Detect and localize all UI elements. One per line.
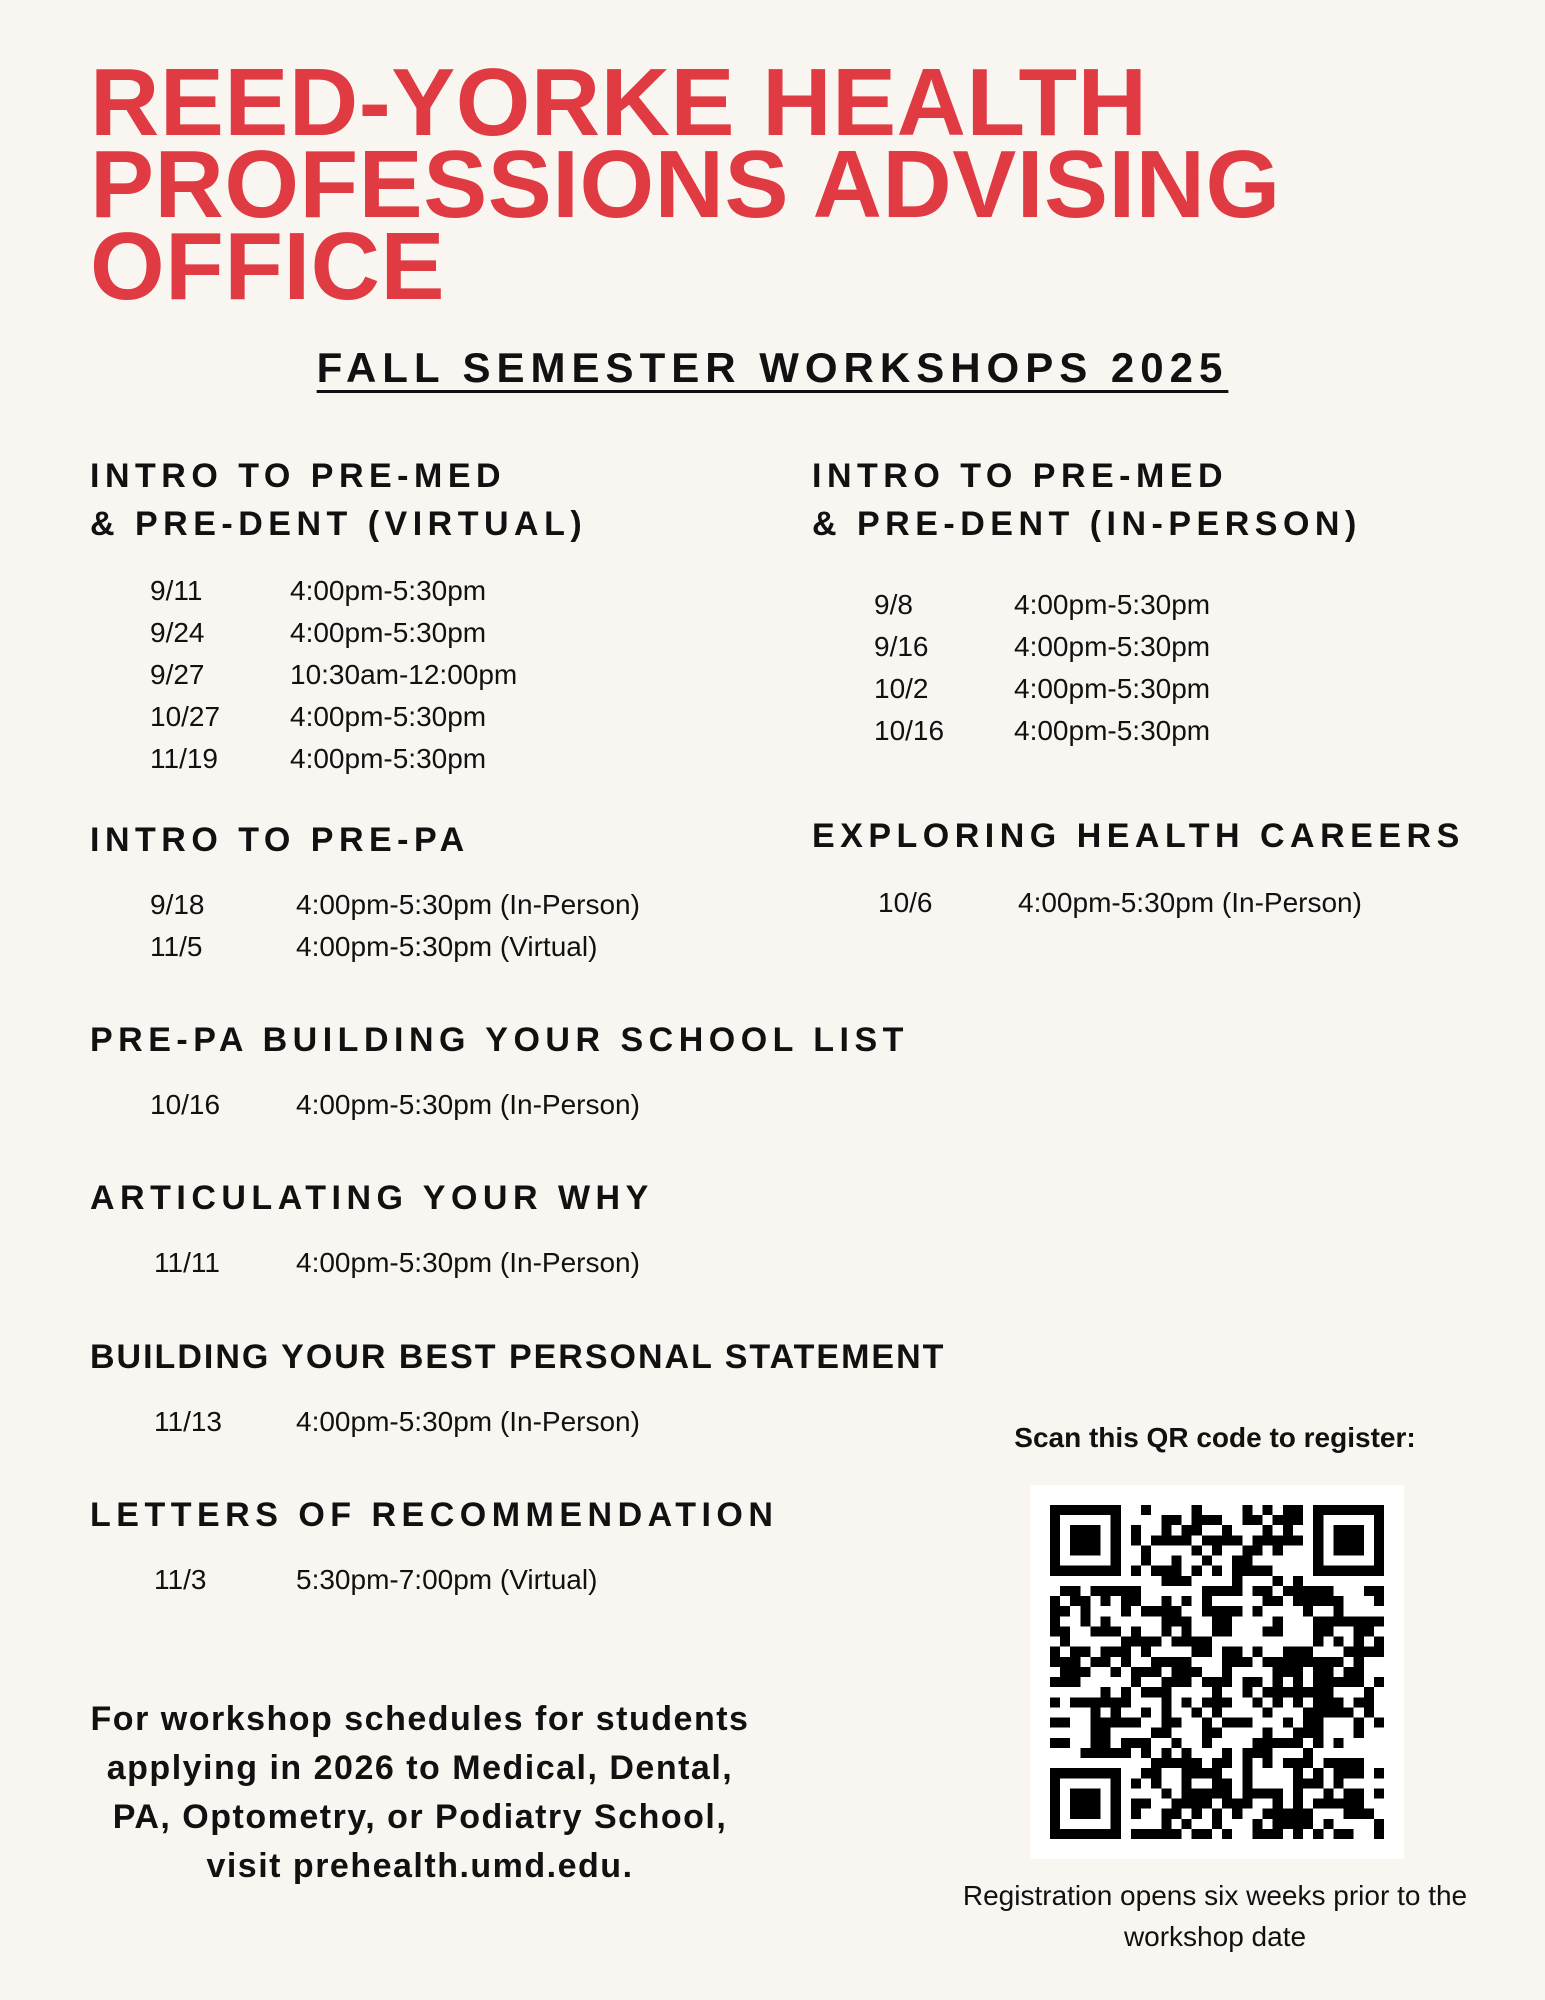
title-line: REED-YORKE HEALTH xyxy=(90,49,1148,156)
session-date: 11/19 xyxy=(150,743,218,774)
session-date: 11/13 xyxy=(154,1406,222,1437)
session-date: 10/6 xyxy=(878,887,933,918)
session-time: 4:00pm-5:30pm (In-Person) xyxy=(1018,887,1362,918)
workshop-exploring-health-careers xyxy=(812,812,1465,924)
session-row xyxy=(150,570,587,612)
session-time: 4:00pm-5:30pm xyxy=(1014,589,1211,620)
session-row xyxy=(878,882,1465,924)
session-time: 4:00pm-5:30pm xyxy=(1014,715,1211,746)
workshop-letters-of-recommendation xyxy=(90,1491,778,1601)
session-date: 10/2 xyxy=(874,673,929,704)
section-heading: INTRO TO PRE-PA xyxy=(90,821,470,859)
session-row xyxy=(150,1084,909,1126)
section-heading: ARTICULATING YOUR WHY xyxy=(90,1179,654,1217)
session-row xyxy=(874,626,1362,668)
session-time: 4:00pm-5:30pm (In-Person) xyxy=(296,1089,640,1120)
session-row xyxy=(150,738,587,780)
session-time: 4:00pm-5:30pm xyxy=(290,701,487,732)
page-subtitle: FALL SEMESTER WORKSHOPS 2025 xyxy=(316,344,1229,391)
session-time: 10:30am-12:00pm xyxy=(290,659,518,690)
session-row xyxy=(150,612,587,654)
page-title xyxy=(90,49,1490,320)
session-date: 10/27 xyxy=(150,701,221,732)
session-time: 4:00pm-5:30pm xyxy=(290,743,487,774)
session-date: 9/8 xyxy=(874,589,913,620)
session-row xyxy=(874,584,1362,626)
section-heading: BUILDING YOUR BEST PERSONAL STATEMENT xyxy=(90,1338,946,1376)
title-line: OFFICE xyxy=(90,213,445,320)
session-date: 9/18 xyxy=(150,889,205,920)
session-time: 4:00pm-5:30pm xyxy=(290,617,487,648)
session-time: 4:00pm-5:30pm (In-Person) xyxy=(296,889,640,920)
footer-note: For workshop schedules for students applying in 2026 to Medical, Dental, PA, Optometry, or Podiatry School, visit prehealth.umd.edu. xyxy=(90,1700,750,1885)
session-time: 4:00pm-5:30pm (In-Person) xyxy=(296,1247,640,1278)
session-time: 4:00pm-5:30pm xyxy=(1014,631,1211,662)
session-row xyxy=(874,668,1362,710)
workshop-prepa-school-list xyxy=(90,1016,909,1126)
session-time: 4:00pm-5:30pm (Virtual) xyxy=(296,931,598,962)
section-heading: INTRO TO PRE-MED & PRE-DENT (IN-PERSON) xyxy=(812,457,1362,543)
workshop-intro-premed-in-person xyxy=(812,452,1362,752)
section-heading: INTRO TO PRE-MED & PRE-DENT (VIRTUAL) xyxy=(90,457,588,543)
session-date: 10/16 xyxy=(874,715,945,746)
session-time: 5:30pm-7:00pm (Virtual) xyxy=(296,1564,598,1595)
session-date: 10/16 xyxy=(150,1089,221,1120)
session-row xyxy=(154,1401,945,1443)
session-row xyxy=(150,926,640,968)
section-heading: PRE-PA BUILDING YOUR SCHOOL LIST xyxy=(90,1021,909,1059)
session-time: 4:00pm-5:30pm xyxy=(290,575,487,606)
session-date: 9/24 xyxy=(150,617,205,648)
section-heading: LETTERS OF RECOMMENDATION xyxy=(90,1496,779,1534)
session-date: 9/16 xyxy=(874,631,929,662)
section-heading: EXPLORING HEALTH CAREERS xyxy=(812,817,1465,855)
session-date: 9/27 xyxy=(150,659,205,690)
workshop-intro-premed-virtual xyxy=(90,452,587,780)
qr-code-icon[interactable] xyxy=(1030,1485,1404,1859)
session-row xyxy=(874,710,1362,752)
title-line: PROFESSIONS ADVISING xyxy=(90,131,1281,238)
session-date: 11/11 xyxy=(154,1247,220,1278)
workshop-articulating-your-why xyxy=(90,1174,654,1284)
session-date: 11/5 xyxy=(150,931,203,962)
workshop-personal-statement xyxy=(90,1333,945,1443)
workshop-intro-prepa xyxy=(90,816,640,968)
session-row xyxy=(154,1242,654,1284)
session-time: 4:00pm-5:30pm (In-Person) xyxy=(296,1406,640,1437)
session-row xyxy=(150,654,587,696)
session-row xyxy=(150,884,640,926)
session-date: 11/3 xyxy=(154,1564,207,1595)
qr-label: Scan this QR code to register: xyxy=(1014,1422,1416,1453)
qr-note: Registration opens six weeks prior to the workshop date xyxy=(962,1880,1468,1952)
session-row xyxy=(154,1559,778,1601)
session-time: 4:00pm-5:30pm xyxy=(1014,673,1211,704)
session-row xyxy=(150,696,587,738)
session-date: 9/11 xyxy=(150,575,203,606)
